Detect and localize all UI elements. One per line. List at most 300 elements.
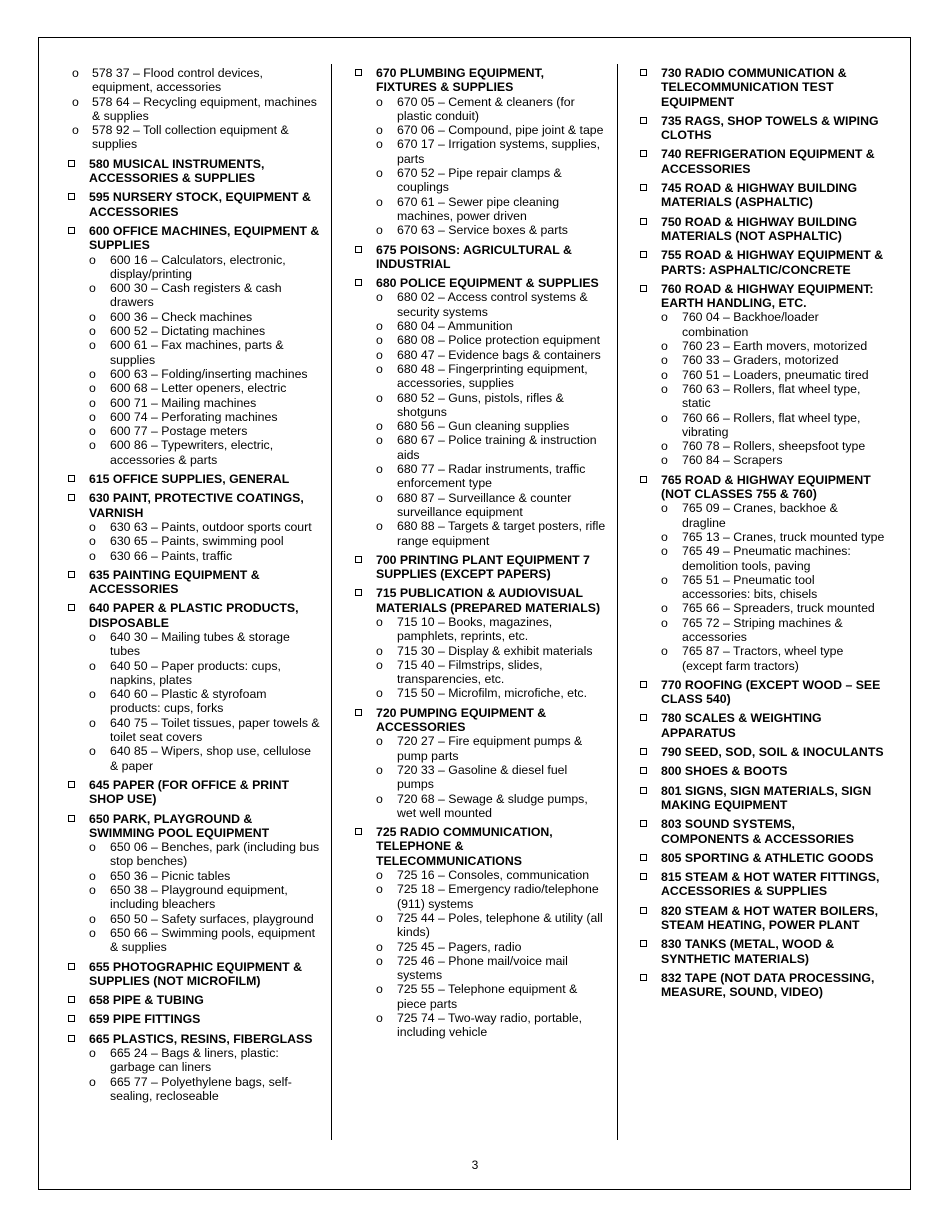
circle-bullet-icon: o	[661, 339, 668, 354]
subclass-text: 760 51 – Loaders, pneumatic tired	[682, 367, 869, 382]
class-heading	[355, 66, 607, 95]
subclass-item	[355, 911, 607, 940]
subclass-item	[68, 324, 320, 338]
subclass-item	[640, 501, 885, 530]
class-heading	[68, 190, 320, 219]
subclass-item	[355, 491, 607, 520]
subclass-item	[355, 954, 607, 983]
subclass-item	[68, 338, 320, 367]
class-heading-text: 595 NURSERY STOCK, EQUIPMENT & ACCESSORIES	[89, 190, 311, 219]
circle-bullet-icon: o	[376, 791, 383, 806]
class-heading-text: 655 PHOTOGRAPHIC EQUIPMENT & SUPPLIES (NOT MICROFILM)	[89, 959, 302, 988]
circle-bullet-icon: o	[376, 519, 383, 534]
class-group	[68, 472, 320, 486]
checkbox-bullet-icon	[640, 69, 647, 76]
subclass-text: 670 52 – Pipe repair clamps & couplings	[397, 166, 562, 195]
subclass-text: 578 64 – Recycling equipment, machines & supplies	[92, 94, 317, 123]
subclass-item	[355, 763, 607, 792]
subclass-item	[355, 290, 607, 319]
subclass-text: 725 45 – Pagers, radio	[397, 939, 522, 954]
circle-bullet-icon: o	[72, 66, 79, 80]
checkbox-bullet-icon	[640, 184, 647, 191]
subclass-item	[640, 644, 885, 673]
subclass-item	[68, 912, 320, 926]
subclass-text: 650 50 – Safety surfaces, playground	[110, 911, 314, 926]
subclass-text: 715 40 – Filmstrips, slides, transparencies, etc.	[397, 657, 543, 687]
subclass-text: 760 63 – Rollers, flat wheel type, static	[682, 381, 861, 411]
class-heading	[355, 825, 607, 868]
circle-bullet-icon: o	[89, 1046, 96, 1060]
circle-bullet-icon: o	[661, 615, 668, 630]
class-heading-text: 801 SIGNS, SIGN MATERIALS, SIGN MAKING EQUIPMENT	[661, 783, 872, 812]
subclass-text: 765 72 – Striping machines & accessories	[682, 615, 843, 644]
subclass-text: 680 88 – Targets & target posters, rifle range equipment	[397, 519, 606, 548]
checkbox-bullet-icon	[68, 996, 75, 1003]
checkbox-bullet-icon	[640, 907, 647, 914]
class-heading-text: 803 SOUND SYSTEMS, COMPONENTS & ACCESSORIES	[661, 817, 854, 846]
circle-bullet-icon: o	[376, 290, 383, 305]
class-heading-text: 700 PRINTING PLANT EQUIPMENT 7 SUPPLIES (EXCEPT PAPERS)	[376, 552, 590, 582]
subclass-item	[640, 616, 885, 645]
subclass-text: 670 63 – Service boxes & parts	[397, 223, 568, 238]
subclass-text: 665 24 – Bags & liners, plastic: garbage can liners	[110, 1046, 279, 1075]
class-heading-text: 720 PUMPING EQUIPMENT & ACCESSORIES	[376, 705, 547, 735]
subclass-item	[355, 137, 607, 166]
circle-bullet-icon: o	[376, 882, 383, 897]
circle-bullet-icon: o	[661, 644, 668, 659]
subclass-text: 680 47 – Evidence bags & containers	[397, 347, 601, 362]
subclass-item	[355, 95, 607, 124]
circle-bullet-icon: o	[661, 381, 668, 396]
checkbox-bullet-icon	[640, 873, 647, 880]
subclass-text: 600 16 – Calculators, electronic, display/printing	[110, 252, 286, 281]
class-heading	[640, 870, 885, 899]
circle-bullet-icon: o	[89, 252, 96, 267]
circle-bullet-icon: o	[89, 438, 96, 453]
subclass-item	[68, 410, 320, 424]
class-heading	[355, 243, 607, 272]
subclass-item	[355, 333, 607, 347]
subclass-item	[355, 868, 607, 882]
subclass-item	[68, 659, 320, 688]
class-group	[640, 473, 885, 673]
subclass-item	[355, 433, 607, 462]
subclass-item	[68, 253, 320, 282]
class-heading	[640, 745, 885, 759]
subclass-item	[355, 419, 607, 433]
circle-bullet-icon: o	[376, 390, 383, 405]
column-3	[640, 66, 885, 1005]
subclass-item	[68, 123, 320, 152]
class-heading	[640, 147, 885, 176]
class-heading-text: 725 RADIO COMMUNICATION, TELEPHONE & TELECOMMUNICATIONS	[376, 825, 553, 868]
circle-bullet-icon: o	[376, 614, 383, 629]
class-heading	[68, 157, 320, 186]
subclass-item	[68, 630, 320, 659]
subclass-text: 680 87 – Surveillance & counter surveillance equipment	[397, 490, 572, 519]
class-heading-text: 735 RAGS, SHOP TOWELS & WIPING CLOTHS	[661, 113, 879, 143]
checkbox-bullet-icon	[68, 227, 75, 234]
circle-bullet-icon: o	[376, 223, 383, 238]
subclass-item	[68, 1046, 320, 1075]
subclass-text: 600 71 – Mailing machines	[110, 395, 257, 410]
class-heading	[68, 601, 320, 630]
class-group	[355, 66, 607, 238]
circle-bullet-icon: o	[376, 194, 383, 209]
subclass-text: 600 30 – Cash registers & cash drawers	[110, 281, 282, 310]
class-heading	[68, 812, 320, 841]
class-heading-text: 640 PAPER & PLASTIC PRODUCTS, DISPOSABLE	[89, 601, 299, 630]
class-heading-text: 635 PAINTING EQUIPMENT & ACCESSORIES	[89, 567, 260, 597]
checkbox-bullet-icon	[640, 787, 647, 794]
circle-bullet-icon: o	[376, 686, 383, 701]
subclass-item	[640, 573, 885, 602]
class-heading-text: 665 PLASTICS, RESINS, FIBERGLASS	[89, 1031, 313, 1046]
checkbox-bullet-icon	[68, 1035, 75, 1042]
subclass-text: 680 48 – Fingerprinting equipment, accessories, supplies	[397, 361, 588, 391]
circle-bullet-icon: o	[376, 868, 383, 883]
circle-bullet-icon: o	[376, 939, 383, 954]
subclass-text: 765 51 – Pneumatic tool accessories: bits, chisels	[682, 572, 818, 602]
subclass-text: 720 33 – Gasoline & diesel fuel pumps	[397, 762, 568, 792]
checkbox-bullet-icon	[640, 251, 647, 258]
subclass-item	[355, 882, 607, 911]
checkbox-bullet-icon	[640, 820, 647, 827]
subclass-item	[68, 520, 320, 534]
subclass-text: 765 87 – Tractors, wheel type (except farm tractors)	[682, 644, 844, 673]
checkbox-bullet-icon	[640, 767, 647, 774]
subclass-item	[640, 339, 885, 353]
checkbox-bullet-icon	[68, 193, 75, 200]
subclass-item	[68, 66, 320, 95]
subclass-item	[68, 744, 320, 773]
subclass-text: 720 68 – Sewage & sludge pumps, wet well mounted	[397, 791, 588, 820]
class-group	[640, 248, 885, 277]
checkbox-bullet-icon	[640, 681, 647, 688]
checkbox-bullet-icon	[355, 556, 362, 563]
subclass-text: 600 86 – Typewriters, electric, accessories & parts	[110, 438, 274, 467]
subclass-item	[355, 658, 607, 687]
column-divider-1	[331, 64, 332, 1140]
checkbox-bullet-icon	[355, 709, 362, 716]
class-group	[68, 993, 320, 1007]
page-number: 3	[471, 1158, 479, 1172]
checkbox-bullet-icon	[68, 604, 75, 611]
circle-bullet-icon: o	[376, 94, 383, 109]
subclass-text: 725 18 – Emergency radio/telephone (911) systems	[397, 882, 599, 911]
class-group	[68, 491, 320, 562]
subclass-text: 720 27 – Fire equipment pumps & pump parts	[397, 734, 583, 763]
class-heading	[640, 66, 885, 109]
class-heading	[640, 114, 885, 143]
subclass-text: 725 44 – Poles, telephone & utility (all kinds)	[397, 910, 603, 940]
checkbox-bullet-icon	[640, 940, 647, 947]
class-heading	[68, 472, 320, 486]
subclass-item	[355, 940, 607, 954]
subclass-item	[640, 453, 885, 467]
checkbox-bullet-icon	[355, 69, 362, 76]
class-heading-text: 715 PUBLICATION & AUDIOVISUAL MATERIALS (PREPARED MATERIALS)	[376, 586, 601, 615]
subclass-item	[355, 123, 607, 137]
class-heading	[640, 711, 885, 740]
subclass-text: 715 50 – Microfilm, microfiche, etc.	[397, 686, 587, 701]
subclass-text: 670 17 – Irrigation systems, supplies, parts	[397, 137, 601, 166]
class-group	[640, 66, 885, 109]
class-heading-text: 659 PIPE FITTINGS	[89, 1012, 201, 1027]
circle-bullet-icon: o	[89, 338, 96, 353]
circle-bullet-icon: o	[376, 910, 383, 925]
circle-bullet-icon: o	[89, 744, 96, 759]
column-2	[355, 66, 607, 1045]
subclass-text: 650 06 – Benches, park (including bus stop benches)	[110, 840, 320, 869]
circle-bullet-icon: o	[376, 319, 383, 334]
class-group	[640, 745, 885, 759]
class-heading	[640, 971, 885, 1000]
class-heading-text: 832 TAPE (NOT DATA PROCESSING, MEASURE, SOUND, VIDEO)	[661, 970, 875, 1000]
circle-bullet-icon: o	[89, 548, 96, 563]
subclass-item	[68, 438, 320, 467]
subclass-text: 760 66 – Rollers, flat wheel type, vibrating	[682, 410, 861, 439]
class-heading-text: 600 OFFICE MACHINES, EQUIPMENT & SUPPLIES	[89, 223, 320, 253]
subclass-item	[68, 396, 320, 410]
subclass-item	[355, 348, 607, 362]
circle-bullet-icon: o	[89, 658, 96, 673]
subclass-text: 765 49 – Pneumatic machines: demolition tools, paving	[682, 544, 851, 573]
subclass-text: 600 63 – Folding/inserting machines	[110, 366, 308, 381]
subclass-text: 600 36 – Check machines	[110, 309, 253, 324]
subclass-item	[355, 362, 607, 391]
subclass-text: 680 04 – Ammunition	[397, 319, 513, 334]
subclass-text: 578 92 – Toll collection equipment & supplies	[92, 123, 289, 152]
subclass-item	[68, 367, 320, 381]
checkbox-bullet-icon	[68, 815, 75, 822]
checkbox-bullet-icon	[640, 150, 647, 157]
subclass-text: 600 61 – Fax machines, parts & supplies	[110, 338, 284, 367]
subclass-item	[68, 869, 320, 883]
circle-bullet-icon: o	[376, 643, 383, 658]
class-heading	[68, 491, 320, 520]
class-heading-text: 750 ROAD & HIGHWAY BUILDING MATERIALS (NOT ASPHALTIC)	[661, 214, 858, 243]
subclass-item	[355, 195, 607, 224]
subclass-item	[68, 534, 320, 548]
class-heading	[640, 904, 885, 933]
subclass-item	[68, 926, 320, 955]
subclass-text: 630 63 – Paints, outdoor sports court	[110, 519, 312, 534]
class-heading	[640, 248, 885, 277]
class-heading-text: 670 PLUMBING EQUIPMENT, FIXTURES & SUPPLIES	[376, 66, 545, 95]
class-heading-text: 680 POLICE EQUIPMENT & SUPPLIES	[376, 276, 599, 291]
subclass-item	[68, 549, 320, 563]
circle-bullet-icon: o	[89, 911, 96, 926]
subclass-text: 725 74 – Two-way radio, portable, including vehicle	[397, 1011, 583, 1040]
class-heading-text: 658 PIPE & TUBING	[89, 993, 204, 1008]
subclass-item	[355, 166, 607, 195]
class-group	[68, 1032, 320, 1103]
circle-bullet-icon: o	[376, 462, 383, 477]
class-heading-text: 630 PAINT, PROTECTIVE COATINGS, VARNISH	[89, 491, 304, 520]
subclass-item	[355, 734, 607, 763]
class-heading	[640, 784, 885, 813]
checkbox-bullet-icon	[68, 781, 75, 788]
subclass-text: 765 09 – Cranes, backhoe & dragline	[682, 501, 838, 530]
class-heading	[68, 1012, 320, 1026]
class-heading-text: 805 SPORTING & ATHLETIC GOODS	[661, 850, 874, 865]
subclass-text: 640 75 – Toilet tissues, paper towels & toilet seat covers	[110, 715, 320, 745]
subclass-text: 600 52 – Dictating machines	[110, 324, 266, 339]
circle-bullet-icon: o	[376, 762, 383, 777]
circle-bullet-icon: o	[376, 123, 383, 138]
subclass-text: 640 30 – Mailing tubes & storage tubes	[110, 629, 290, 659]
circle-bullet-icon: o	[89, 519, 96, 534]
class-heading	[640, 764, 885, 778]
circle-bullet-icon: o	[661, 572, 668, 587]
class-group	[640, 678, 885, 707]
class-group	[640, 181, 885, 210]
checkbox-bullet-icon	[640, 218, 647, 225]
subclass-text: 640 60 – Plastic & styrofoam products: cups, forks	[110, 687, 267, 716]
subclass-item	[68, 310, 320, 324]
class-heading	[355, 553, 607, 582]
class-heading-text: 760 ROAD & HIGHWAY EQUIPMENT: EARTH HANDLING, ETC.	[661, 281, 874, 311]
circle-bullet-icon: o	[89, 366, 96, 381]
checkbox-bullet-icon	[355, 279, 362, 286]
subclass-text: 760 04 – Backhoe/loader combination	[682, 310, 819, 339]
checkbox-bullet-icon	[68, 963, 75, 970]
class-group	[355, 586, 607, 700]
subclass-item	[355, 462, 607, 491]
circle-bullet-icon: o	[72, 94, 79, 109]
class-group	[68, 601, 320, 773]
class-heading	[640, 678, 885, 707]
circle-bullet-icon: o	[72, 123, 79, 138]
class-heading	[68, 568, 320, 597]
subclass-item	[68, 716, 320, 745]
circle-bullet-icon: o	[661, 501, 668, 516]
class-heading-text: 645 PAPER (FOR OFFICE & PRINT SHOP USE)	[89, 777, 289, 807]
class-group	[68, 960, 320, 989]
circle-bullet-icon: o	[376, 982, 383, 997]
class-heading	[640, 851, 885, 865]
circle-bullet-icon: o	[661, 353, 668, 368]
class-group	[68, 190, 320, 219]
subclass-text: 760 33 – Graders, motorized	[682, 353, 839, 368]
class-heading-text: 675 POISONS: AGRICULTURAL & INDUSTRIAL	[376, 242, 572, 271]
subclass-text: 765 13 – Cranes, truck mounted type	[682, 529, 885, 544]
subclass-item	[68, 95, 320, 124]
subclass-text: 670 61 – Sewer pipe cleaning machines, power driven	[397, 194, 560, 223]
circle-bullet-icon: o	[661, 367, 668, 382]
subclass-item	[640, 310, 885, 339]
subclass-text: 715 30 – Display & exhibit materials	[397, 643, 593, 658]
subclass-item	[355, 519, 607, 548]
class-heading-text: 580 MUSICAL INSTRUMENTS, ACCESSORIES & SUPPLIES	[89, 156, 265, 186]
subclass-item	[355, 319, 607, 333]
subclass-text: 680 77 – Radar instruments, traffic enforcement type	[397, 462, 586, 491]
circle-bullet-icon: o	[89, 868, 96, 883]
subclass-item	[640, 439, 885, 453]
circle-bullet-icon: o	[89, 324, 96, 339]
subclass-text: 578 37 – Flood control devices, equipment, accessories	[92, 66, 263, 95]
circle-bullet-icon: o	[89, 840, 96, 855]
circle-bullet-icon: o	[376, 347, 383, 362]
subclass-item	[640, 411, 885, 440]
circle-bullet-icon: o	[376, 166, 383, 181]
circle-bullet-icon: o	[376, 361, 383, 376]
subclass-item	[68, 687, 320, 716]
class-heading	[355, 586, 607, 615]
circle-bullet-icon: o	[376, 1011, 383, 1025]
class-heading	[640, 282, 885, 311]
circle-bullet-icon: o	[89, 715, 96, 730]
class-heading-text: 740 REFRIGERATION EQUIPMENT & ACCESSORIES	[661, 147, 875, 176]
class-heading	[355, 276, 607, 290]
subclass-item	[355, 391, 607, 420]
subclass-text: 650 36 – Picnic tables	[110, 868, 231, 883]
circle-bullet-icon: o	[89, 281, 96, 296]
subclass-text: 680 02 – Access control systems & security systems	[397, 290, 588, 319]
class-heading-text: 800 SHOES & BOOTS	[661, 764, 788, 779]
circle-bullet-icon: o	[89, 629, 96, 644]
subclass-item	[355, 223, 607, 237]
circle-bullet-icon: o	[661, 439, 668, 454]
checkbox-bullet-icon	[355, 246, 362, 253]
circle-bullet-icon: o	[89, 309, 96, 324]
subclass-item	[355, 686, 607, 700]
circle-bullet-icon: o	[89, 687, 96, 702]
subclass-text: 680 67 – Police training & instruction aids	[397, 433, 597, 462]
subclass-text: 650 38 – Playground equipment, including bleachers	[110, 883, 288, 912]
class-group	[640, 971, 885, 1000]
class-group	[355, 825, 607, 1039]
circle-bullet-icon: o	[661, 601, 668, 616]
subclass-text: 670 06 – Compound, pipe joint & tape	[397, 123, 604, 138]
subclass-text: 715 10 – Books, magazines, pamphlets, reprints, etc.	[397, 614, 553, 644]
class-group	[355, 553, 607, 582]
subclass-item	[640, 530, 885, 544]
checkbox-bullet-icon	[640, 854, 647, 861]
class-heading-text: 745 ROAD & HIGHWAY BUILDING MATERIALS (ASPHALTIC)	[661, 181, 858, 210]
class-heading-text: 780 SCALES & WEIGHTING APPARATUS	[661, 711, 822, 740]
checkbox-bullet-icon	[68, 571, 75, 578]
circle-bullet-icon: o	[376, 419, 383, 434]
class-group	[640, 904, 885, 933]
subclass-item	[68, 381, 320, 395]
circle-bullet-icon: o	[376, 433, 383, 448]
class-heading	[68, 224, 320, 253]
class-heading-text: 815 STEAM & HOT WATER FITTINGS, ACCESSORIES & SUPPLIES	[661, 870, 880, 899]
class-heading	[68, 960, 320, 989]
subclass-item	[640, 601, 885, 615]
subclass-text: 670 05 – Cement & cleaners (for plastic conduit)	[397, 94, 575, 123]
class-heading-text: 765 ROAD & HIGHWAY EQUIPMENT (NOT CLASSES 755 & 760)	[661, 472, 871, 502]
checkbox-bullet-icon	[640, 714, 647, 721]
subclass-item	[640, 368, 885, 382]
class-group	[640, 851, 885, 865]
checkbox-bullet-icon	[68, 1015, 75, 1022]
subclass-text: 680 52 – Guns, pistols, rifles & shotguns	[397, 390, 564, 419]
subclass-text: 760 84 – Scrapers	[682, 453, 783, 468]
subclass-item	[640, 544, 885, 573]
subclass-item	[355, 644, 607, 658]
subclass-text: 765 66 – Spreaders, truck mounted	[682, 601, 875, 616]
subclass-text: 725 16 – Consoles, communication	[397, 868, 590, 883]
checkbox-bullet-icon	[68, 160, 75, 167]
class-group	[640, 937, 885, 966]
subclass-text: 665 77 – Polyethylene bags, self-sealing, recloseable	[110, 1074, 292, 1103]
class-group	[640, 282, 885, 468]
subclass-text: 725 55 – Telephone equipment & piece parts	[397, 982, 578, 1011]
class-group	[640, 147, 885, 176]
